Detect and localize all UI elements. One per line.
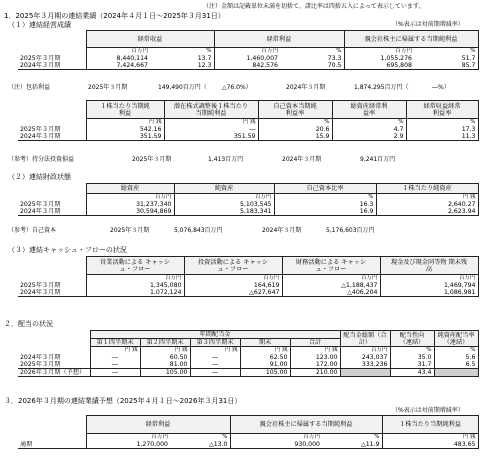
cell: ― bbox=[190, 354, 240, 361]
forecast-table bbox=[18, 415, 479, 449]
unit: 円 銭 bbox=[140, 347, 190, 355]
cell: 243,037 bbox=[340, 354, 390, 361]
cell: 1,270,000 bbox=[86, 441, 170, 449]
cell: △406,204 bbox=[282, 289, 380, 297]
cell: 70.5 bbox=[327, 62, 342, 69]
cell: 2,623.94 bbox=[376, 208, 478, 216]
oc-value2: 5,176,603百万円 bbox=[326, 227, 375, 234]
table-row bbox=[18, 369, 478, 377]
cell: 172.00 bbox=[290, 361, 340, 369]
oc-value1: 5,076,843百万円 bbox=[174, 227, 223, 234]
cell: 1,055,276 bbox=[344, 55, 414, 62]
cell: 930,000 bbox=[230, 441, 322, 449]
unit: 円 銭 bbox=[376, 194, 478, 202]
cell bbox=[340, 369, 390, 377]
row-label: 2025年３月期 bbox=[20, 361, 61, 368]
unit: % bbox=[206, 48, 212, 54]
col-total-assets: 総資産 bbox=[86, 184, 174, 194]
unit: 百万円 bbox=[230, 434, 322, 442]
cell: 11.3 bbox=[406, 133, 478, 141]
col-investing-cf: 投資活動による キャッシュ・フロー bbox=[184, 257, 282, 275]
unit: % bbox=[222, 434, 228, 440]
dividends-table bbox=[18, 330, 479, 377]
cell: 91.00 bbox=[240, 361, 290, 369]
col-doe: 純資産配当率（連結） bbox=[434, 331, 478, 347]
em-year1: 2025年３月期 bbox=[132, 156, 172, 163]
cell: 81.00 bbox=[140, 361, 190, 369]
cash-flow-table bbox=[18, 256, 479, 297]
cell: 1,345,080 bbox=[86, 282, 184, 289]
col-total-dividend: 配当金総額（合計） bbox=[340, 331, 390, 347]
unit: 百万円 bbox=[86, 48, 150, 56]
annual-dividend-group: 年間配当金 bbox=[90, 331, 340, 339]
table-row bbox=[18, 55, 478, 62]
cell: 542.16 bbox=[86, 126, 164, 133]
cell: 842,576 bbox=[214, 62, 280, 70]
unit: 円 銭 bbox=[90, 347, 140, 355]
col-eps: １株当たり当期純利益 bbox=[86, 101, 164, 119]
row-label: 2025年３月期 bbox=[20, 55, 61, 62]
table-row bbox=[18, 126, 478, 133]
comprehensive-income-label: （注）包括利益 bbox=[8, 84, 51, 91]
col-operating-cf: 営業活動による キャッシュ・フロー bbox=[86, 257, 184, 275]
unit: 百万円 bbox=[174, 194, 274, 202]
cell: 73.3 bbox=[327, 55, 342, 62]
col-net-assets: 純資産 bbox=[174, 184, 274, 194]
cell: 30,594,869 bbox=[86, 208, 174, 216]
unit: % bbox=[332, 119, 406, 127]
table-row bbox=[18, 201, 478, 208]
unit: 円 銭 bbox=[382, 434, 478, 442]
col-bps: １株当たり純資産 bbox=[376, 184, 478, 194]
cell: ― bbox=[90, 354, 140, 361]
cell: ― bbox=[190, 361, 240, 369]
col-fc-eps: １株当たり当期純利益 bbox=[382, 416, 478, 434]
col-financing-cf: 財務活動による キャッシュ・フロー bbox=[282, 257, 380, 275]
cell: 333,236 bbox=[340, 361, 390, 369]
cell: ― bbox=[90, 369, 140, 377]
cell: △11.9 bbox=[360, 441, 380, 448]
col-q1: 第１四半期末 bbox=[90, 339, 140, 347]
cell: 35.0 bbox=[390, 354, 434, 361]
col-fc-ordinary-profit: 経常利益 bbox=[86, 416, 230, 434]
unit: 百万円 bbox=[344, 48, 414, 56]
col-cash-balance: 現金及び現金同等物 期末残高 bbox=[380, 257, 478, 275]
pct-note: （%表示は対前期増減率） bbox=[392, 21, 464, 28]
cell: 105.00 bbox=[140, 369, 190, 377]
cell: ― bbox=[190, 369, 240, 377]
cell: 695,808 bbox=[344, 62, 414, 70]
cell: 15.9 bbox=[258, 133, 332, 141]
cash-flow-title: （３）連結キャッシュ・フローの状況 bbox=[8, 246, 127, 254]
subsection-results-title: （１）連結経営成績 bbox=[8, 21, 71, 29]
col-roa: 総資産経常利益率 bbox=[332, 101, 406, 119]
cell: 60.50 bbox=[140, 354, 190, 361]
unit: 円 銭 bbox=[240, 347, 290, 355]
ci-pct1: △76.0%） bbox=[222, 84, 252, 91]
cell: 210.00 bbox=[290, 369, 340, 377]
unit: % bbox=[274, 194, 376, 202]
cell: △627,647 bbox=[184, 289, 282, 297]
col-total: 合計 bbox=[290, 339, 340, 347]
cell: 5.6 bbox=[434, 354, 478, 361]
col-payout-ratio: 配当性向（連結） bbox=[390, 331, 434, 347]
col-q3: 第３四半期末 bbox=[190, 339, 240, 347]
col-ordinary-revenue: 経常収益 bbox=[86, 31, 214, 48]
cell: 351.59 bbox=[86, 133, 164, 141]
section1-title: 1．2025年３月期の連結業績（2024年４月１日～2025年３月31日） bbox=[4, 12, 225, 20]
col-fc-net-income: 親会社株主に帰属する当期純利益 bbox=[230, 416, 382, 434]
ci-year2: 2024年３月期 bbox=[286, 84, 326, 91]
cell: 43.4 bbox=[390, 369, 434, 377]
unit: 百万円 bbox=[340, 347, 390, 355]
row-label: 通期 bbox=[20, 441, 33, 448]
table-row bbox=[18, 361, 478, 369]
cell: 16.9 bbox=[274, 208, 376, 216]
cell: 51.7 bbox=[414, 55, 478, 62]
unit: 円 銭 bbox=[86, 119, 164, 127]
table-row bbox=[18, 282, 478, 289]
unit: % bbox=[414, 48, 478, 56]
row-label: 2025年３月期 bbox=[20, 126, 61, 133]
cell: 7,424,667 bbox=[86, 62, 150, 70]
cell: 1,086,981 bbox=[380, 289, 478, 297]
em-value2: 9,241百万円 bbox=[360, 156, 396, 163]
cell: 6.5 bbox=[434, 361, 478, 369]
cell: 1,469,794 bbox=[380, 282, 478, 289]
forecast-title: ３．2026年３月期の連結業績予想（2025年４月１日～2026年３月31日） bbox=[4, 397, 242, 405]
cell: 4.7 bbox=[332, 126, 406, 133]
table-row bbox=[18, 133, 478, 141]
unit: 円 銭 bbox=[190, 347, 240, 355]
forecast-pct-note: （%表示は対前期増減率） bbox=[392, 407, 464, 414]
unit: 百万円 bbox=[86, 194, 174, 202]
col-diluted-eps: 潜在株式調整後１株当たり当期純利益 bbox=[164, 101, 258, 119]
col-year-end: 期末 bbox=[240, 339, 290, 347]
row-label: 2026年３月期（予想） bbox=[20, 369, 86, 376]
cell: 2.9 bbox=[332, 133, 406, 141]
unit: 円 銭 bbox=[290, 347, 340, 355]
table-row bbox=[18, 289, 478, 297]
unit: 百万円 bbox=[380, 275, 478, 283]
cell: 85.7 bbox=[414, 62, 478, 70]
unit: % bbox=[434, 347, 478, 355]
cell: 16.3 bbox=[274, 201, 376, 208]
cell: ― bbox=[164, 126, 258, 133]
equity-method-label: （参考）持分法投資損益 bbox=[8, 156, 75, 163]
cell: 2,640.27 bbox=[376, 201, 478, 208]
oc-year2: 2024年３月期 bbox=[262, 227, 302, 234]
cell: 1,460,007 bbox=[214, 55, 280, 62]
cell: 123.00 bbox=[290, 354, 340, 361]
cell: 1,072,124 bbox=[86, 289, 184, 297]
ci-value2: 1,874,295百万円（ bbox=[354, 84, 409, 91]
cell: ― bbox=[90, 361, 140, 369]
cell: △1,188,437 bbox=[282, 282, 380, 289]
unit: 百万円 bbox=[214, 48, 280, 56]
ci-year1: 2025年３月期 bbox=[88, 84, 128, 91]
cell: 12.3 bbox=[197, 62, 212, 69]
col-net-income: 親会社株主に帰属する当期純利益 bbox=[344, 31, 478, 48]
financial-position-table bbox=[18, 183, 479, 216]
top-note: （注）金額は記載単位未満を切捨て、諸比率は四捨五入によって表示しています。 bbox=[203, 3, 425, 10]
cell: 8,440,114 bbox=[86, 55, 150, 62]
unit: % bbox=[390, 347, 434, 355]
em-value1: 1,413百万円 bbox=[208, 156, 244, 163]
col-equity-ratio: 自己資本比率 bbox=[274, 184, 376, 194]
row-label: 2025年３月期 bbox=[20, 282, 61, 289]
cell: 13.7 bbox=[197, 55, 212, 62]
cell: 31.7 bbox=[390, 361, 434, 369]
cell: 105.00 bbox=[240, 369, 290, 377]
unit: % bbox=[374, 434, 380, 440]
unit: 百万円 bbox=[86, 434, 170, 442]
cell: △13.0 bbox=[208, 441, 228, 448]
unit: 百万円 bbox=[86, 275, 184, 283]
cell: 351.59 bbox=[164, 133, 258, 141]
unit: 百万円 bbox=[282, 275, 380, 283]
cell bbox=[434, 369, 478, 377]
row-label: 2024年３月期 bbox=[20, 208, 61, 215]
unit: 円 銭 bbox=[164, 119, 258, 127]
results-table bbox=[18, 30, 479, 70]
col-q2: 第２四半期末 bbox=[140, 339, 190, 347]
row-label: 2025年３月期 bbox=[20, 201, 61, 208]
unit: % bbox=[406, 119, 478, 127]
cell: 31,237,340 bbox=[86, 201, 174, 208]
table-row bbox=[18, 441, 478, 449]
table-row bbox=[18, 62, 478, 70]
ci-pct2: ―%） bbox=[432, 84, 450, 91]
dividends-title: ２．配当の状況 bbox=[4, 320, 53, 328]
row-label: 2024年３月期 bbox=[20, 289, 61, 296]
table-row bbox=[18, 208, 478, 216]
table-row bbox=[18, 354, 478, 361]
cell: 62.50 bbox=[240, 354, 290, 361]
per-share-table bbox=[18, 100, 479, 141]
row-label: 2024年３月期 bbox=[20, 62, 61, 69]
em-year2: 2024年３月期 bbox=[282, 156, 322, 163]
unit: % bbox=[258, 119, 332, 127]
financial-position-title: （２）連結財政状態 bbox=[8, 173, 71, 181]
oc-year1: 2025年３月期 bbox=[110, 227, 150, 234]
cell: 5,183,341 bbox=[174, 208, 274, 216]
cell: 17.3 bbox=[406, 126, 478, 133]
unit: 百万円 bbox=[184, 275, 282, 283]
cell: 483.65 bbox=[382, 441, 478, 449]
col-roe: 自己資本当期純利益率 bbox=[258, 101, 332, 119]
unit: % bbox=[336, 48, 342, 54]
row-label: 2024年３月期 bbox=[20, 133, 61, 140]
col-margin: 経常収益経常利益率 bbox=[406, 101, 478, 119]
col-ordinary-profit: 経常利益 bbox=[214, 31, 344, 48]
cell: 5,103,545 bbox=[174, 201, 274, 208]
cell: 164,619 bbox=[184, 282, 282, 289]
row-label: 2024年３月期 bbox=[20, 354, 61, 361]
ci-value1: 149,490百万円（ bbox=[158, 84, 207, 91]
cell: 20.6 bbox=[258, 126, 332, 133]
own-capital-label: （参考）自己資本 bbox=[8, 227, 57, 234]
